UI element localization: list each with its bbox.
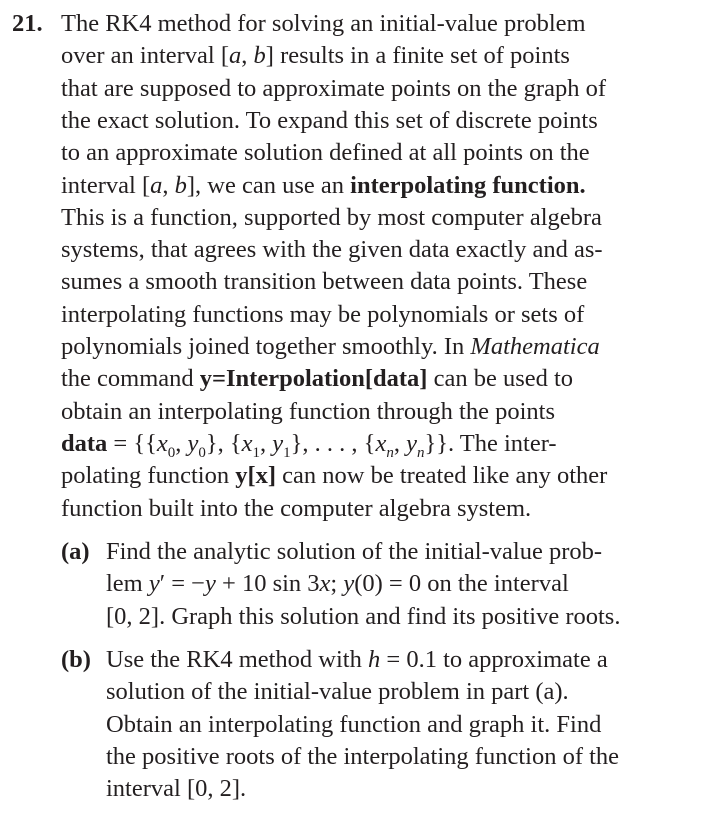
problem-line-16: function built into the computer algebra system. xyxy=(61,494,532,522)
problem-line-15-text: polating function y[x] can now be treated like any other xyxy=(61,462,608,490)
part-a-line-2 xyxy=(106,568,569,600)
problem-line-3: that are supposed to approximate points on the graph of xyxy=(61,74,606,102)
part-b-line-2: solution of the initial-value problem in part (a). xyxy=(106,678,569,706)
part-a-line-2-text: lem y′ = −y + 10 sin 3x; y(0) = 0 on the interval xyxy=(106,570,569,598)
problem-line-8: systems, that agrees with the given data exactly and as- xyxy=(61,236,603,264)
part-b-line-3: Obtain an interpolating function and graph it. Find xyxy=(106,710,602,738)
problem-line-11-text: polynomials joined together smoothly. In Mathematica xyxy=(61,333,600,360)
part-b-label: (b) xyxy=(61,646,91,673)
problem-line-14-text: data = {{$x_0$, $y_0$}, {$x_1$, $y_1$}, . . . , {$x_n$, $y_n$}}. The inter- xyxy=(61,429,557,461)
problem-line-9: sumes a smooth transition between data points. These xyxy=(61,268,588,296)
part-b-line-1 xyxy=(106,644,608,676)
part-b-line-5: interval [0, 2]. xyxy=(106,775,247,803)
part-a-line-1: Find the analytic solution of the initial-value prob- xyxy=(106,538,603,565)
problem-line-12-text: the command y=Interpolation[data] can be used to xyxy=(61,365,574,393)
problem-line-12 xyxy=(61,363,573,395)
problem-number: 21. xyxy=(12,10,43,37)
problem-line-4: the exact solution. To expand this set of discrete points xyxy=(61,106,598,134)
part-a-line-3: [0, 2]. Graph this solution and find its positive roots. xyxy=(106,602,621,630)
problem-line-11 xyxy=(61,331,600,363)
problem-line-5: to an approximate solution defined at all points on the xyxy=(61,139,590,167)
problem-line-2 xyxy=(61,40,570,72)
part-a-label: (a) xyxy=(61,538,90,565)
problem-line-6-text: interval [a, b], we can use an interpolating function. xyxy=(61,171,586,199)
problem-line-15 xyxy=(61,460,607,492)
problem-line-7: This is a function, supported by most computer algebra xyxy=(61,203,602,231)
problem-line-1: The RK4 method for solving an initial-value problem xyxy=(61,10,586,37)
problem-line-6 xyxy=(61,170,586,202)
part-b-line-1-text: Use the RK4 method with h = 0.1 to approximate a xyxy=(106,646,608,673)
problem-line-2-text: over an interval [a, b] results in a finite set of points xyxy=(61,42,570,70)
problem-line-10: interpolating functions may be polynomials or sets of xyxy=(61,300,585,328)
problem-line-13: obtain an interpolating function through the points xyxy=(61,397,555,425)
part-b-line-4: the positive roots of the interpolating function of the xyxy=(106,742,620,770)
